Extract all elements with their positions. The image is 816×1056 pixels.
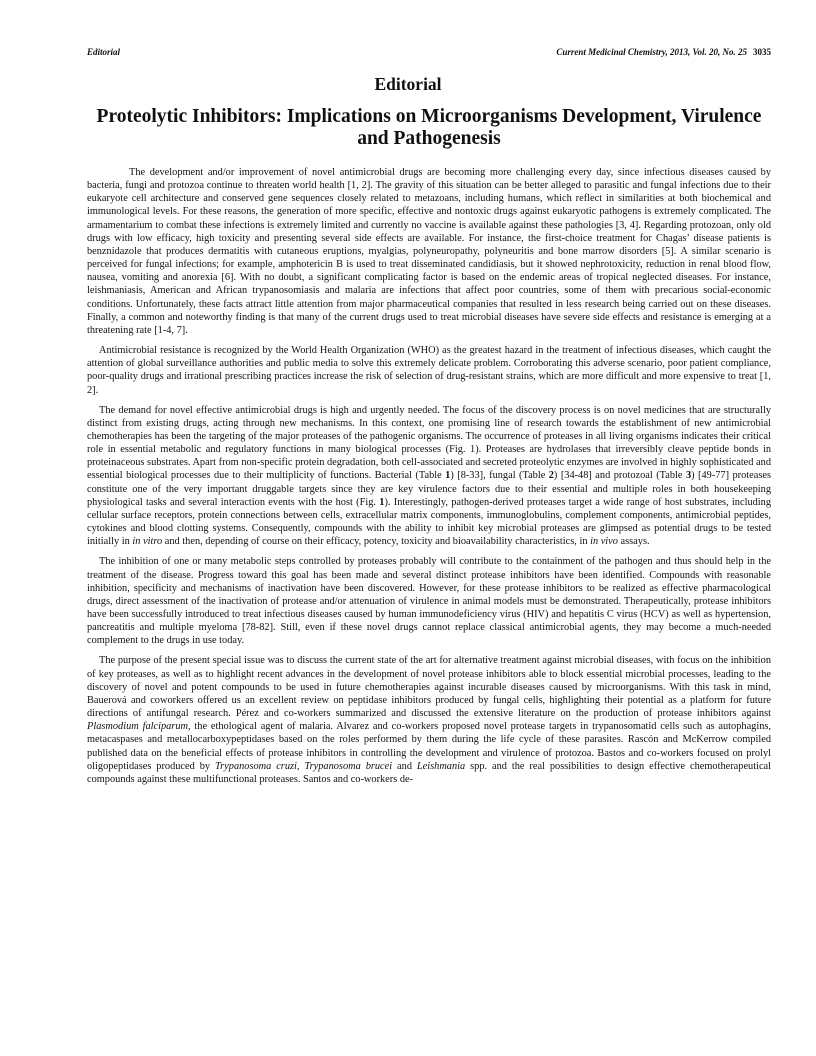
body-paragraph xyxy=(87,654,771,786)
paragraph-text: The inhibition of one or many metabolic steps controlled by proteases probably will contribute to the containment of the pathogen and thus should help in the treatment of the disease. Progress toward this goal has been made and several distinct protease inhibitors have been identified. Compounds with reasonable inhibition, specificity and mechanisms of inactivation have been discovered. However, for these protease inhibitors to be realized as effective pharmacological drugs, direct assessment of the inactivation of protease and/or attenuation of virulence in animal models must be demonstrated. Therapeutically, protease inhibitors have been successfully introduced to treat infectious diseases caused by human immunodeficiency virus (HIV) and hepatitis C virus (HCV) as well as hypertension, pancreatitis and multiple myeloma [78-82]. Still, even if these novel drugs cannot replace classical antimicrobial agents, they may become a much-needed complement to the drugs in use today. xyxy=(87,556,771,647)
article-title: Proteolytic Inhibitors: Implications on Microorganisms Development, Virulence and Pathogenesis xyxy=(96,106,762,149)
paragraph-text: The purpose of the present special issue was to discuss the current state of the art for alternative treatment against microbial diseases, with focus on the inhibition of key proteases, as well as to highlight recent advances in the development of novel protease inhibitors able to block essential microbial processes, leading to the discovery of novel and potent compounds to be used in future chemotherapies against incurable diseases caused by microorganisms. With this task in mind, Bauerová and coworkers offered us an excellent review on peptidase inhibitors produced by fungal cells, highlighting their potential as a platform for future directions of antifungal research. Pérez and co-workers summarized and discussed the extensive literature on the production of protease inhibitors against xyxy=(87,655,771,720)
body-paragraph xyxy=(87,404,771,549)
page-number: 3035 xyxy=(753,47,771,57)
paragraph-text: , xyxy=(296,760,305,772)
italic-term: Plasmodium falciparum xyxy=(87,721,188,733)
paragraph-text: and then, depending of course on their efficacy, potency, toxicity and bioavailability characteristics, in xyxy=(162,536,591,548)
bold-reference: 2 xyxy=(548,470,554,482)
paragraph-text: ) [8-33], fungal (Table xyxy=(450,470,549,482)
journal-name: Current Medicinal Chemistry, 2013, Vol. 20, No. 25 xyxy=(556,47,747,57)
paragraph-text: assays. xyxy=(617,536,650,548)
running-header xyxy=(87,47,771,61)
section-heading: Editorial xyxy=(374,74,442,94)
bold-reference: 1 xyxy=(379,496,385,508)
header-journal-citation xyxy=(556,47,771,57)
italic-term: Trypanosoma brucei xyxy=(304,760,393,772)
paragraph-text: spp. and the real possibilities to design effective chemotherapeutical compounds against these multifunctional proteases. Santos and co-workers de- xyxy=(87,760,772,785)
paragraph-text: , the ethological agent of malaria. Alvarez and co-workers proposed novel protease targets in trypanosomatid cells such as autophagins, metacaspases and metallocarboxypeptidases based on the roles performed by them during the life cycle of these parasites. Rascón and McKerrow compiled published data on the beneficial effects of protease inhibitors in controlling the development and virulence of protozoa. Bastos and co-workers focused on prolyl oligopeptidases produced by xyxy=(87,721,771,772)
paragraph-text: ). Interestingly, pathogen-derived proteases target a wide range of host substrates, including cellular surface receptors, protein connections between cells, extracellular matrix components, immunoglobulins, complement components, antimicrobial peptides, cytokines and blood clotting systems. Consequently, compounds with the ability to inhibit key microbial proteases are glimpsed as potential drugs to be tested initially in xyxy=(87,496,772,548)
bold-reference: 1 xyxy=(445,470,451,482)
article-body xyxy=(87,166,771,793)
bold-reference: 3 xyxy=(685,470,692,482)
body-paragraph xyxy=(87,344,771,397)
header-section-label: Editorial xyxy=(87,47,121,57)
italic-term: Leishmania xyxy=(416,760,466,772)
paragraph-text: The development and/or improvement of novel antimicrobial drugs are becoming more challenging every day, since infectious diseases caused by bacteria, fungi and protozoa continue to threaten world health [1, 2]. The gravity of this situation can be better alleged to parasitic and fungal infections due to their eukaryote cell architecture and conserved gene sequences closely related to metazoans, including humans, which reflect in similarities at both biochemical and immunological levels. For these reasons, the generation of more specific, effective and nontoxic drugs against eukaryotic pathogens is extremely complicated. The armamentarium to combat these infections is extremely limited and currently no vaccine is available against these pathologies [3, 4]. Regarding protozoan, only old drugs with low efficacy, high toxicity and presenting several side effects are available. For instance, the first-choice treatment for Chagas’ disease patients is benznidazole that produces dermatitis with cutaneous eruptions, myalgias, polyneuropathy, polyneuritis and bone marrow disorders [5]. A similar scenario is perceived for fungal infections; for example, amphotericin B is used to treat disseminated candidiasis, but it showed nephrotoxicity, reduction in renal blood flow, nausea, vomiting and anorexia [6]. With no doubt, a significant complicating factor is based on the endemic areas of tropical neglected diseases. For instance, leishmaniasis, American and African trypanosomiasis and malaria are infections that affect poor countries, some of them with precarious social-economic conditions. Unfortunately, these facts attract little attention from major pharmaceutical companies that resulted in less research being carried out on these diseases. Finally, a common and noteworthy finding is that many of the current drugs used to treat microbial diseases have severe side effects and resistance is emerging at a threatening rate [1-4, 7]. xyxy=(87,167,771,336)
paragraph-text: Antimicrobial resistance is recognized by the World Health Organization (WHO) as the greatest hazard in the treatment of infectious diseases, which caught the attention of global surveillance authorities and public media to solve this extremely delicate problem. Corroborating this adverse scenario, poor patient compliance, poor-quality drugs and irrational prescribing practices increase the risk of selection of drug-resistant strains, which are more difficult and more expensive to treat [1, 2]. xyxy=(87,345,771,396)
italic-term: in vitro xyxy=(132,536,163,548)
body-paragraph xyxy=(87,555,771,647)
paragraph-text: and xyxy=(392,760,417,772)
paragraph-text: ) [49-77] proteases constitute one of the very important druggable targets since they are key virulence factors due to their essential and multiple roles in both housekeeping physiological tasks and several interaction events with the host (Fig. xyxy=(87,470,771,508)
italic-term: in vivo xyxy=(590,536,618,548)
paragraph-text: ) [34-48] and protozoal (Table xyxy=(553,470,686,482)
italic-term: Trypanosoma cruzi xyxy=(214,760,297,772)
paragraph-text: The demand for novel effective antimicrobial drugs is high and urgently needed. The focus of the discovery process is on novel medicines that are structurally distinct from existing drugs, acting through new mechanisms. In this context, one promising line of research towards the establishment of new antimicrobial chemotherapies has been the targeting of the major proteases of the pathogenic organisms. The occurrence of proteases in all living organisms indicates their critical role in essential metabolic and regulatory functions in many biological processes (Fig. 1). Proteases are hydrolases that irreversibly cleave peptide bonds in proteinaceous substrates. Apart from non-specific protein degradation, both cell-associated and secreted proteolytic enzymes are involved in highly sophisticated and essential biological processes due to their multiplicity of functions. Bacterial (Table xyxy=(87,404,771,482)
body-paragraph xyxy=(87,166,771,337)
